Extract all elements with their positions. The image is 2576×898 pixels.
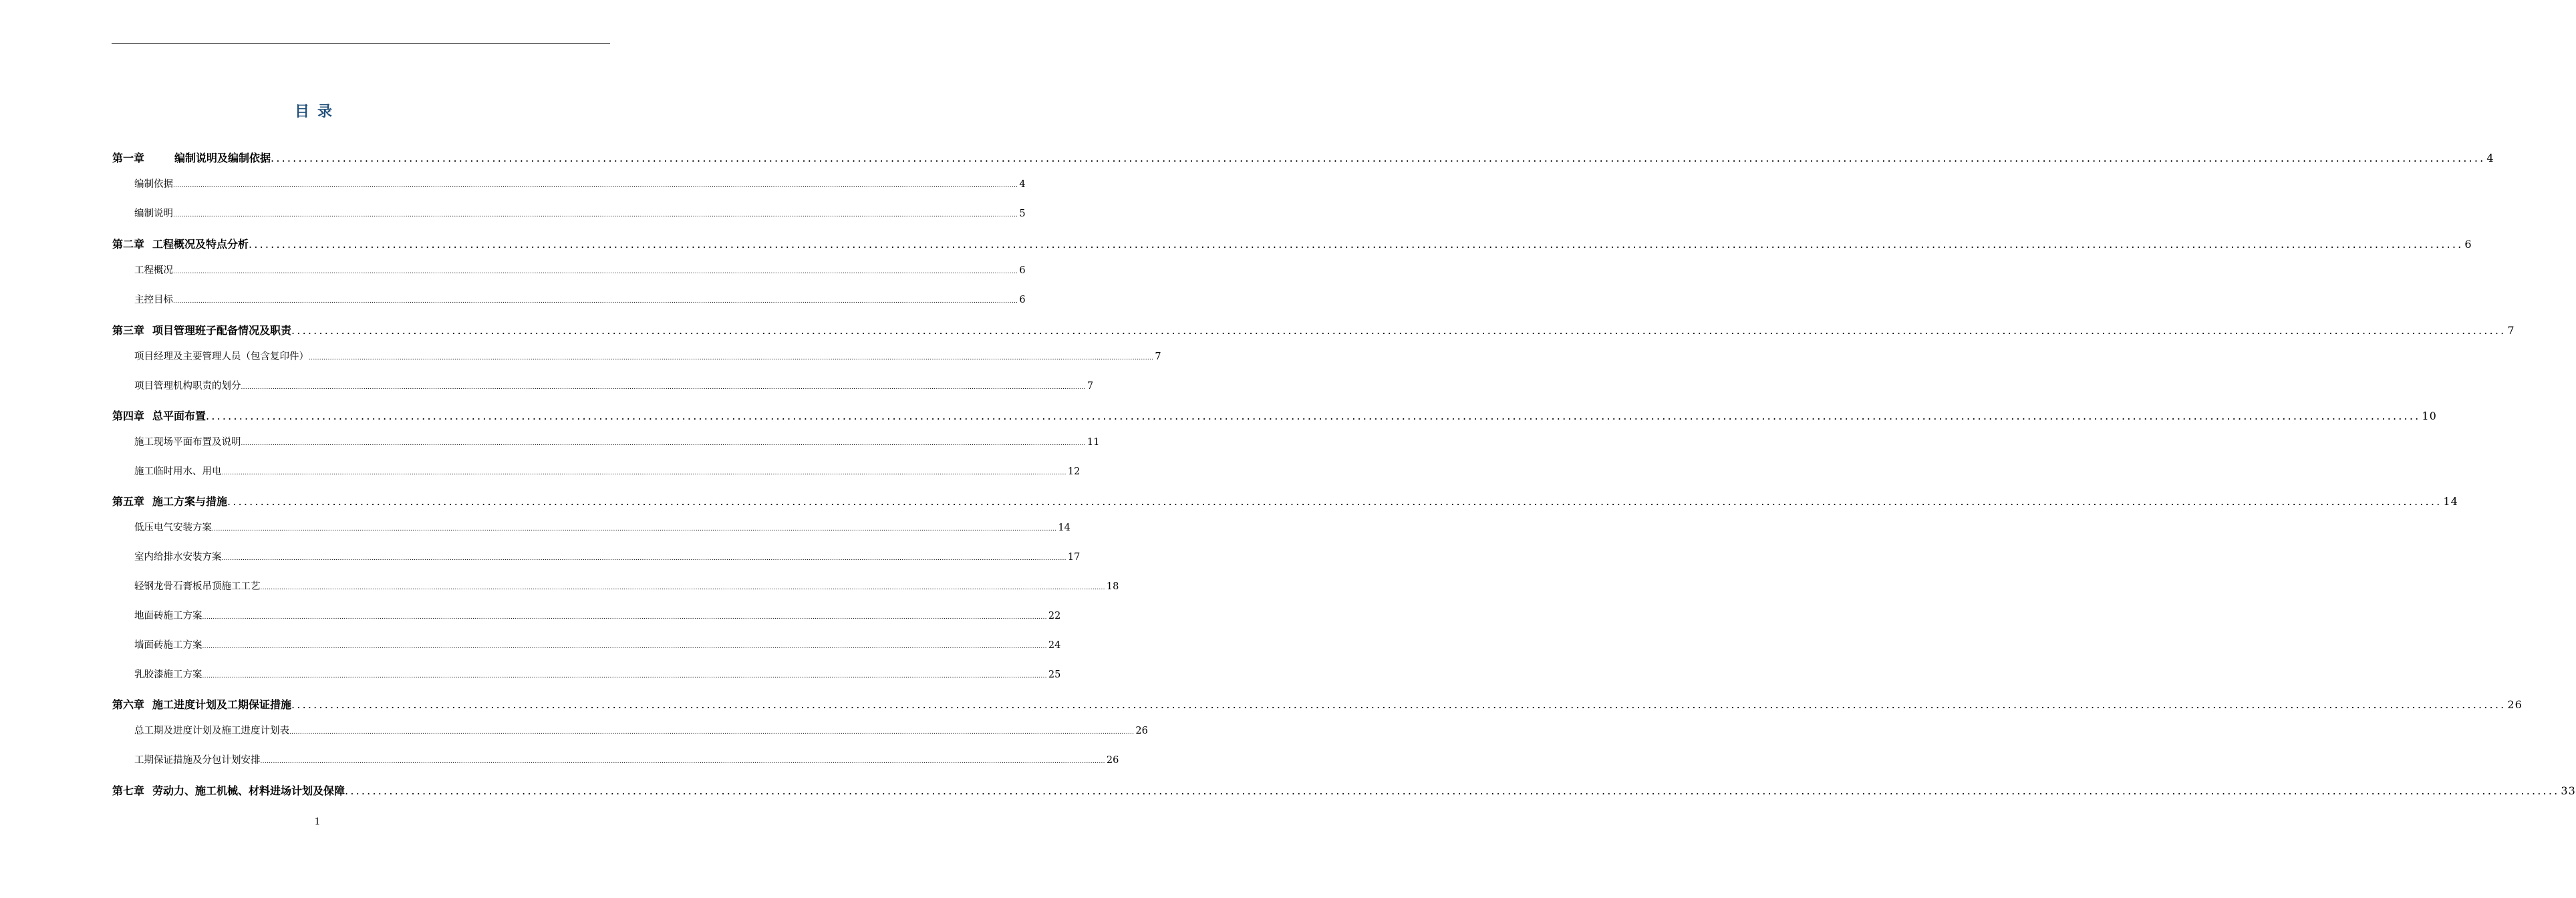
- toc-chapter-number: 第七章: [112, 784, 145, 797]
- toc-entry-label: [112, 493, 227, 508]
- toc-leader-dots: ................................................................................................................................................................................................................................................................................................................................................................................................................: [206, 410, 2421, 422]
- toc-section-entry[interactable]: [134, 549, 1081, 563]
- toc-page-number: 6: [1019, 265, 1026, 276]
- toc-leader-dots: ................................................................................................................................................................................................................................................................................................................................................................................................................: [271, 152, 2486, 164]
- toc-section-entry[interactable]: [134, 520, 1070, 534]
- toc-leader-dots: ................................................................................................................................................................................................................................................................................................................................................................................................................: [202, 673, 1047, 680]
- toc-page-number: 14: [2443, 495, 2458, 508]
- toc-leader-dots: ................................................................................................................................................................................................................................................................................................................................................................................................................: [241, 440, 1086, 447]
- toc-entry-label: [112, 150, 271, 165]
- toc-page-number: 10: [2422, 410, 2437, 422]
- toc-leader-dots: ................................................................................................................................................................................................................................................................................................................................................................................................................: [202, 614, 1047, 621]
- toc-chapter-title: 编制说明及编制依据: [174, 152, 271, 164]
- toc-entry-label: [112, 408, 206, 423]
- toc-chapter-title: 施工进度计划及工期保证措施: [152, 698, 292, 711]
- toc-leader-dots: ................................................................................................................................................................................................................................................................................................................................................................................................................: [289, 729, 1135, 736]
- toc-page-number: 7: [1155, 351, 1161, 362]
- toc-section-entry[interactable]: [134, 752, 1119, 766]
- toc-leader-dots: ................................................................................................................................................................................................................................................................................................................................................................................................................: [249, 238, 2464, 251]
- toc-page-number: 26: [2507, 698, 2523, 711]
- toc-leader-dots: ................................................................................................................................................................................................................................................................................................................................................................................................................: [221, 470, 1066, 476]
- toc-entry-label: 施工现场平面布置及说明: [134, 437, 241, 448]
- toc-page-number: 4: [2486, 152, 2494, 164]
- toc-leader-dots: ................................................................................................................................................................................................................................................................................................................................................................................................................: [291, 698, 2507, 711]
- toc-entry-label: [112, 782, 345, 798]
- toc-page-number: 14: [1058, 522, 1070, 533]
- toc-chapter-entry[interactable]: [112, 236, 2472, 251]
- toc-page-number: 17: [1067, 552, 1081, 563]
- toc-entry-label: 主控目标: [134, 295, 173, 305]
- toc-page-number: 33: [2561, 784, 2576, 797]
- toc-section-entry[interactable]: [134, 579, 1119, 593]
- toc-leader-dots: ................................................................................................................................................................................................................................................................................................................................................................................................................: [345, 784, 2560, 797]
- toc-entry-label: 工期保证措施及分包计划安排: [134, 755, 261, 766]
- toc-chapter-title: 劳动力、施工机械、材料进场计划及保障: [152, 784, 345, 797]
- toc-title: 目录: [294, 103, 340, 120]
- toc-chapter-title: 工程概况及特点分析: [152, 238, 249, 251]
- toc-chapter-number: 第六章: [112, 698, 145, 711]
- toc-section-entry[interactable]: [134, 637, 1061, 651]
- toc-entry-label: 乳胶漆施工方案: [134, 669, 202, 680]
- toc-page-number: 25: [1048, 669, 1061, 680]
- toc-leader-dots: ................................................................................................................................................................................................................................................................................................................................................................................................................: [173, 182, 1018, 189]
- toc-leader-dots: ................................................................................................................................................................................................................................................................................................................................................................................................................: [260, 585, 1105, 591]
- toc-chapter-title: 总平面布置: [152, 410, 206, 422]
- toc-leader-dots: ................................................................................................................................................................................................................................................................................................................................................................................................................: [260, 758, 1105, 765]
- toc-section-entry[interactable]: [134, 206, 1026, 220]
- toc-leader-dots: ................................................................................................................................................................................................................................................................................................................................................................................................................: [202, 643, 1047, 650]
- toc-leader-dots: ................................................................................................................................................................................................................................................................................................................................................................................................................: [173, 298, 1018, 305]
- toc-entry-label: 墙面砖施工方案: [134, 640, 202, 651]
- toc-section-entry[interactable]: [134, 608, 1061, 622]
- toc-entry-label: 总工期及进度计划及施工进度计划表: [134, 726, 289, 736]
- toc-section-entry[interactable]: [134, 723, 1148, 737]
- toc-leader-dots: ................................................................................................................................................................................................................................................................................................................................................................................................................: [212, 526, 1057, 533]
- toc-page-number: 7: [2507, 324, 2515, 337]
- toc-section-entry[interactable]: [134, 292, 1026, 306]
- toc-entry-label: 编制说明: [134, 208, 173, 219]
- toc-page-number: 5: [1019, 208, 1026, 219]
- toc-entry-label: 低压电气安装方案: [134, 522, 212, 533]
- toc-chapter-number: 第一章: [112, 152, 145, 164]
- toc-entry-label: 轻钢龙骨石膏板吊顶施工工艺: [134, 581, 261, 592]
- toc-entry-label: [112, 322, 291, 337]
- toc-page-number: 22: [1048, 611, 1061, 621]
- toc-section-entry[interactable]: [134, 434, 1100, 448]
- toc-chapter-title: 施工方案与措施: [152, 495, 228, 508]
- toc-chapter-number: 第三章: [112, 324, 145, 337]
- toc-page-number: 11: [1087, 437, 1100, 448]
- toc-leader-dots: ................................................................................................................................................................................................................................................................................................................................................................................................................: [173, 269, 1018, 275]
- toc-section-entry[interactable]: [134, 667, 1061, 681]
- toc-chapter-entry[interactable]: [112, 150, 2494, 165]
- page-number: 1: [314, 816, 321, 827]
- toc-chapter-entry[interactable]: [112, 696, 2523, 712]
- toc-leader-dots: ................................................................................................................................................................................................................................................................................................................................................................................................................: [291, 324, 2507, 337]
- toc-page-number: 6: [2464, 238, 2472, 251]
- toc-entry-label: 室内给排水安装方案: [134, 552, 222, 563]
- toc-section-entry[interactable]: [134, 378, 1094, 392]
- toc-entry-label: 项目经理及主要管理人员（包含复印件）: [134, 351, 309, 362]
- toc-page-number: 12: [1067, 466, 1081, 477]
- toc-leader-dots: ................................................................................................................................................................................................................................................................................................................................................................................................................: [309, 355, 1154, 361]
- toc-section-entry[interactable]: [134, 176, 1026, 190]
- toc-leader-dots: ................................................................................................................................................................................................................................................................................................................................................................................................................: [241, 384, 1086, 391]
- toc-leader-dots: ................................................................................................................................................................................................................................................................................................................................................................................................................: [227, 495, 2442, 508]
- toc-entry-label: [112, 236, 249, 251]
- toc-chapter-entry[interactable]: [112, 322, 2515, 337]
- toc-page-number: 4: [1019, 179, 1026, 190]
- toc-chapter-number: 第四章: [112, 410, 145, 422]
- toc-chapter-number: 第二章: [112, 238, 145, 251]
- toc-section-entry[interactable]: [134, 464, 1081, 478]
- toc-page-number: 24: [1048, 640, 1061, 651]
- toc-page-number: 26: [1106, 755, 1119, 766]
- toc-entry-label: 编制依据: [134, 179, 173, 190]
- toc-leader-dots: ................................................................................................................................................................................................................................................................................................................................................................................................................: [173, 212, 1018, 218]
- toc-chapter-entry[interactable]: [112, 782, 2576, 798]
- toc-chapter-entry[interactable]: [112, 493, 2458, 508]
- toc-entry-label: [112, 696, 291, 712]
- toc-chapter-entry[interactable]: [112, 408, 2437, 423]
- toc-page-number: 26: [1135, 726, 1148, 736]
- toc-entry-label: 项目管理机构职责的划分: [134, 381, 241, 392]
- toc-page-number: 7: [1087, 381, 1094, 392]
- toc-entry-label: 施工临时用水、用电: [134, 466, 222, 477]
- toc-page-number: 18: [1106, 581, 1119, 592]
- toc-leader-dots: ................................................................................................................................................................................................................................................................................................................................................................................................................: [221, 555, 1066, 562]
- toc-chapter-number: 第五章: [112, 495, 145, 508]
- toc-page-number: 6: [1019, 295, 1026, 305]
- toc-chapter-title: 项目管理班子配备情况及职责: [152, 324, 292, 337]
- toc-entry-label: 地面砖施工方案: [134, 611, 202, 621]
- toc-section-entry[interactable]: [134, 349, 1161, 363]
- header-rule: [112, 43, 610, 44]
- toc-section-entry[interactable]: [134, 263, 1026, 277]
- toc-entry-label: 工程概况: [134, 265, 173, 276]
